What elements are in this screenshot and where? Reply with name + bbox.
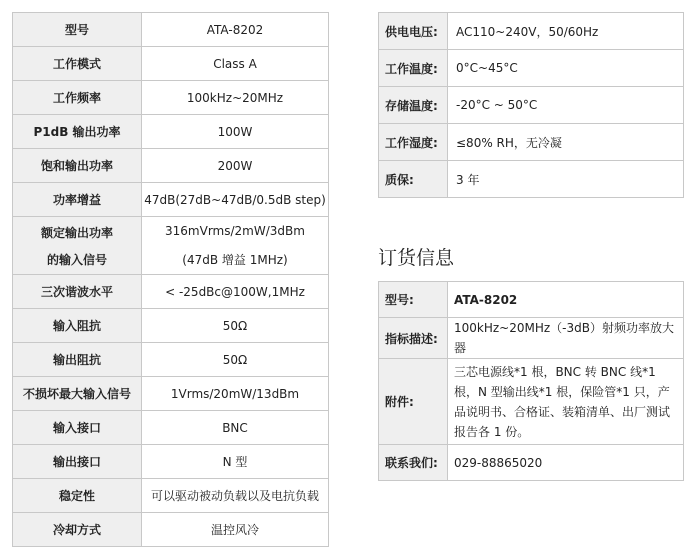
table-row — [379, 318, 684, 359]
env-key: 工作湿度: — [379, 124, 448, 161]
table-row — [13, 445, 329, 479]
env-key: 质保: — [379, 161, 448, 198]
ordering-table — [378, 281, 684, 481]
spec-key: 工作频率 — [13, 81, 142, 115]
spec-key: 饱和输出功率 — [13, 149, 142, 183]
spec-key: 工作模式 — [13, 47, 142, 81]
table-row — [13, 47, 329, 81]
table-row — [13, 13, 329, 47]
spec-value: 1Vrms/20mW/13dBm — [142, 377, 329, 411]
table-row — [379, 445, 684, 481]
spec-key — [13, 217, 142, 275]
table-row — [13, 275, 329, 309]
spec-value: < -25dBc@100W,1MHz — [142, 275, 329, 309]
table-row — [13, 183, 329, 217]
spec-value: ATA-8202 — [142, 13, 329, 47]
spec-key: 三次谐波水平 — [13, 275, 142, 309]
spec-value: 50Ω — [142, 343, 329, 377]
order-value: ATA-8202 — [448, 282, 684, 318]
spec-value — [142, 217, 329, 275]
spec-key: 输出阻抗 — [13, 343, 142, 377]
table-row — [379, 13, 684, 50]
env-value: -20°C ~ 50°C — [448, 87, 684, 124]
order-value: 029-88865020 — [448, 445, 684, 481]
spec-value: 可以驱动被动负载以及电抗负载 — [142, 479, 329, 513]
spec-key: 不损坏最大输入信号 — [13, 377, 142, 411]
table-row — [13, 343, 329, 377]
spec-key: 输出接口 — [13, 445, 142, 479]
order-value: 100kHz~20MHz（-3dB）射频功率放大器 — [448, 318, 684, 359]
spec-key: 稳定性 — [13, 479, 142, 513]
spec-key-line: 的输入信号 — [46, 252, 107, 267]
spec-value: BNC — [142, 411, 329, 445]
spec-value: Class A — [142, 47, 329, 81]
table-row — [379, 359, 684, 445]
env-value: 3 年 — [448, 161, 684, 198]
table-row — [379, 87, 684, 124]
spec-value: 47dB(27dB~47dB/0.5dB step) — [142, 183, 329, 217]
table-row — [13, 513, 329, 547]
env-value: ≤80% RH，无冷凝 — [448, 124, 684, 161]
table-row — [13, 309, 329, 343]
table-row — [13, 115, 329, 149]
spec-value-line: 316mVrms/2mW/3dBm — [165, 223, 305, 238]
spec-value-line: (47dB 增益 1MHz) — [182, 252, 288, 267]
spec-key: 输入接口 — [13, 411, 142, 445]
spec-key: 功率增益 — [13, 183, 142, 217]
env-key: 工作温度: — [379, 50, 448, 87]
spec-key: 冷却方式 — [13, 513, 142, 547]
spec-key: 输入阻抗 — [13, 309, 142, 343]
table-row — [379, 161, 684, 198]
spec-value: 100W — [142, 115, 329, 149]
spec-key: P1dB 输出功率 — [13, 115, 142, 149]
table-row — [13, 479, 329, 513]
env-key: 存储温度: — [379, 87, 448, 124]
table-row — [379, 282, 684, 318]
table-row — [13, 217, 329, 275]
table-row — [379, 124, 684, 161]
table-row — [13, 411, 329, 445]
order-key: 附件: — [379, 359, 448, 445]
environment-table — [378, 12, 684, 198]
spec-table — [12, 12, 329, 547]
spec-value: 200W — [142, 149, 329, 183]
table-row — [13, 81, 329, 115]
order-key: 型号: — [379, 282, 448, 318]
order-key: 指标描述: — [379, 318, 448, 359]
spec-value: 50Ω — [142, 309, 329, 343]
ordering-info-heading: 订货信息 — [378, 247, 455, 269]
order-key: 联系我们: — [379, 445, 448, 481]
spec-value: 100kHz~20MHz — [142, 81, 329, 115]
spec-key-line: 额定输出功率 — [40, 225, 113, 240]
env-value: 0°C~45°C — [448, 50, 684, 87]
table-row — [13, 377, 329, 411]
order-value: 三芯电源线*1 根，BNC 转 BNC 线*1 根，N 型输出线*1 根，保险管*1 只，产品说明书、合格证、装箱清单、出厂测试报告各 1 份。 — [448, 359, 684, 445]
env-value: AC110~240V，50/60Hz — [448, 13, 684, 50]
env-key: 供电电压: — [379, 13, 448, 50]
spec-key: 型号 — [13, 13, 142, 47]
spec-value: N 型 — [142, 445, 329, 479]
spec-value: 温控风冷 — [142, 513, 329, 547]
table-row — [13, 149, 329, 183]
table-row — [379, 50, 684, 87]
